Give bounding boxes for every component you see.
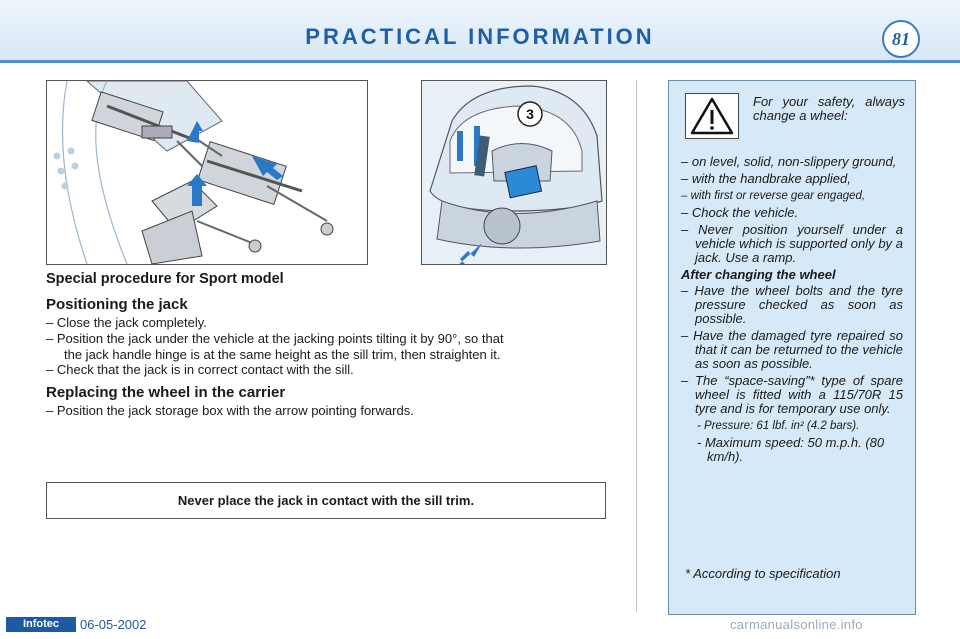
callout-3: 3 xyxy=(526,106,534,122)
list-item: – Position the jack storage box with the arrow pointing forwards. xyxy=(46,403,414,418)
infotec-logo: Infotec xyxy=(6,617,76,632)
header-rule xyxy=(0,60,960,63)
replacing-heading: Replacing the wheel in the carrier xyxy=(46,384,286,401)
list-item: – Chock the vehicle. xyxy=(681,205,799,220)
jack-illustration xyxy=(46,80,368,265)
list-item: – Never position yourself under a vehicle which is supported only by a jack. Use a ramp. xyxy=(681,222,903,265)
page-title: PRACTICAL INFORMATION xyxy=(305,24,655,49)
safety-panel xyxy=(668,80,916,615)
column-divider xyxy=(636,80,637,612)
sport-model-heading: Special procedure for Sport model xyxy=(46,271,284,287)
list-item: – with first or reverse gear engaged, xyxy=(681,190,866,202)
list-item: – Have the damaged tyre repaired so that it can be returned to the vehicle as soon as possible. xyxy=(681,328,903,371)
page-number: 81 xyxy=(882,20,920,58)
left-column xyxy=(46,272,606,419)
list-item-continued: the jack handle hinge is at the same height as the sill trim, then straighten it. xyxy=(64,347,501,362)
list-item: – The “space-saving”* type of spare wheel is fitted with a 115/70R 15 tyre and is for temporary use only. xyxy=(681,373,903,416)
safety-list xyxy=(681,155,903,467)
sub-item: - Pressure: 61 lbf. in² (4.2 bars). xyxy=(697,420,860,432)
list-item: – Check that the jack is in correct contact with the sill. xyxy=(46,362,354,377)
after-changing-heading: After changing the wheel xyxy=(681,267,836,282)
list-item: – Position the jack under the vehicle at the jacking points tilting it by 90°, so that xyxy=(46,331,504,346)
car-drawing xyxy=(422,81,606,264)
footnote: * According to specification xyxy=(685,566,841,581)
watermark-url: carmanualsonline.info xyxy=(730,617,863,632)
warning-box: Never place the jack in contact with the sill trim. xyxy=(46,482,606,519)
footer-date: 06-05-2002 xyxy=(80,617,147,632)
warning-triangle-icon xyxy=(685,93,739,139)
list-item: – with the handbrake applied, xyxy=(681,171,851,186)
positioning-heading: Positioning the jack xyxy=(46,296,188,313)
safety-intro: For your safety, always change a wheel: xyxy=(753,94,905,123)
car-rear-illustration xyxy=(421,80,607,265)
jack-drawing xyxy=(47,81,367,264)
list-item: – Have the wheel bolts and the tyre pressure checked as soon as possible. xyxy=(681,283,903,326)
sub-item: - Maximum speed: 50 m.p.h. (80 km/h). xyxy=(697,435,885,464)
list-item: – on level, solid, non-slippery ground, xyxy=(681,154,897,169)
list-item: – Close the jack completely. xyxy=(46,315,207,330)
